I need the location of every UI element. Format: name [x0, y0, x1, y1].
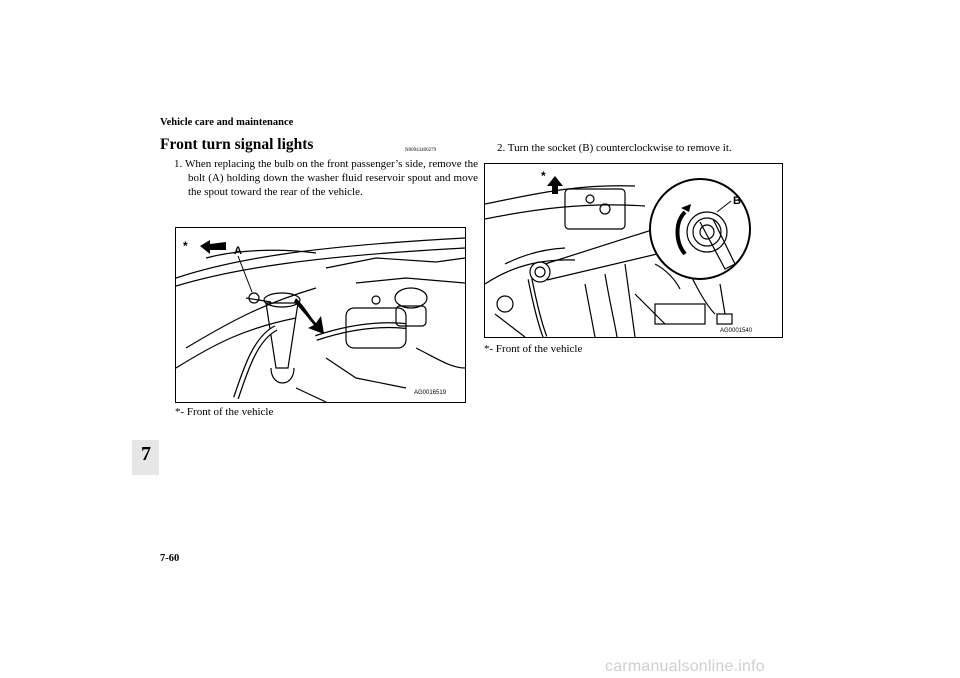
watermark-link[interactable]: carmanualsonline.info: [605, 658, 765, 675]
front-marker-star: *: [183, 239, 188, 253]
front-arrow-icon: [200, 240, 226, 254]
figure-washer-spout: [175, 227, 466, 403]
figure-socket-removal: [484, 163, 783, 338]
chapter-tab-number: 7: [141, 443, 151, 465]
move-direction-arrow-icon: [294, 298, 324, 334]
figure-code-2: AG0001540: [720, 328, 753, 334]
engine-bay-illustration-2: [485, 164, 782, 337]
front-marker-star: *: [541, 169, 546, 183]
figure-2-caption: *- Front of the vehicle: [484, 343, 583, 355]
step-1-text: 1. When replacing the bulb on the front passenger’s side, remove the bolt (A) holding down the washer fluid reservoir spout and move the spout toward the rear of the vehicle.: [174, 158, 478, 198]
callout-label-a: A: [234, 245, 242, 257]
running-header: Vehicle care and maintenance: [160, 117, 294, 128]
engine-bay-illustration-1: [176, 228, 465, 402]
step-2-text: 2. Turn the socket (B) counterclockwise to remove it.: [497, 142, 732, 154]
page-number: 7-60: [160, 553, 180, 564]
figure-1-caption: *- Front of the vehicle: [175, 406, 274, 418]
figure-code-1: AG0016519: [414, 390, 447, 396]
section-title: Front turn signal lights: [160, 136, 314, 153]
document-code: N00943400279: [405, 148, 437, 153]
callout-label-b: B: [733, 195, 741, 207]
